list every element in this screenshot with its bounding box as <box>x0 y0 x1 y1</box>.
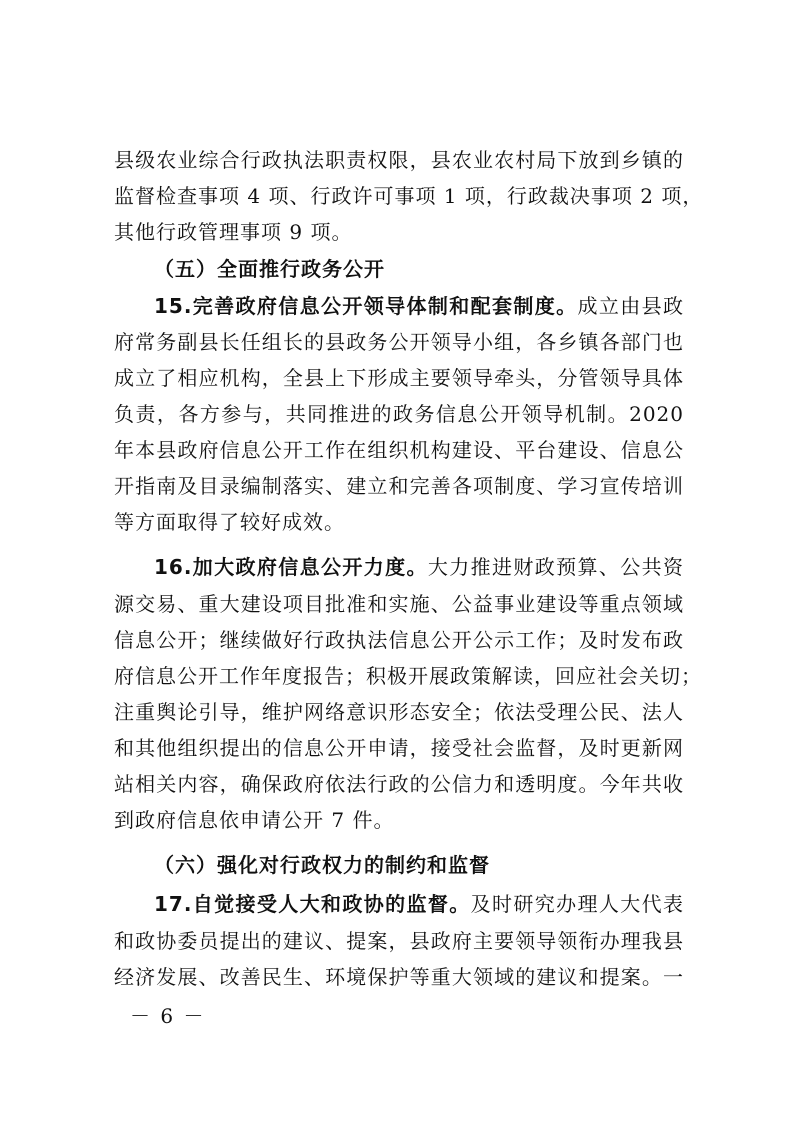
paragraph-first-line <box>154 290 684 322</box>
text-line: 源交易、重大建设项目批准和实施、公益事业建设等重点领域 <box>114 592 684 616</box>
text-line: 到政府信息依申请公开 7 件。 <box>114 808 395 832</box>
text-line: 府信息公开工作年度报告；积极开展政策解读，回应社会关切； <box>114 664 702 688</box>
paragraph-text: 成立由县政 <box>577 294 685 318</box>
paragraph-lead: 16.加大政府信息公开力度。 <box>154 555 428 579</box>
text-line: 和政协委员提出的建议、提案，县政府主要领导领衔办理我县 <box>114 929 684 953</box>
paragraph-lead: 15.完善政府信息公开领导体制和配套制度。 <box>154 294 578 318</box>
text-line: 注重舆论引导，维护网络意识形态安全；依法受理公民、法人 <box>114 700 684 724</box>
paragraph-first-line <box>154 551 684 583</box>
paragraph-text: 及时研究办理人大代表 <box>470 892 685 916</box>
text-line: 负责，各方参与，共同推进的政务信息公开领导机制。2020 <box>114 402 684 426</box>
text-line: 成立了相应机构，全县上下形成主要领导牵头，分管领导具体 <box>114 366 684 390</box>
section-heading: （六）强化对行政权力的制约和监督 <box>154 853 490 877</box>
text-line: 监督检查事项 4 项、行政许可事项 1 项，行政裁决事项 2 项， <box>114 184 704 208</box>
text-line: 府常务副县长任组长的县政务公开领导小组，各乡镇各部门也 <box>114 330 684 354</box>
paragraph-text: 大力推进财政预算、公共资 <box>427 555 685 579</box>
text-line: 站相关内容，确保政府依法行政的公信力和透明度。今年共收 <box>114 772 684 796</box>
section-heading: （五）全面推行政务公开 <box>154 257 385 281</box>
text-line: 其他行政管理事项 9 项。 <box>114 220 353 244</box>
page-number: － 6 － <box>130 1004 206 1028</box>
text-line: 经济发展、改善民生、环境保护等重大领域的建议和提案。一 <box>114 965 684 989</box>
paragraph-first-line <box>154 888 684 920</box>
text-line: 信息公开；继续做好行政执法信息公开公示工作；及时发布政 <box>114 628 684 652</box>
text-line: 年本县政府信息公开工作在组织机构建设、平台建设、信息公 <box>114 438 684 462</box>
text-line: 和其他组织提出的信息公开申请，接受社会监督，及时更新网 <box>114 736 684 760</box>
text-line: 开指南及目录编制落实、建立和完善各项制度、学习宣传培训 <box>114 474 684 498</box>
text-line: 等方面取得了较好成效。 <box>114 510 345 534</box>
paragraph-lead: 17.自觉接受人大和政协的监督。 <box>154 892 471 916</box>
text-line: 县级农业综合行政执法职责权限，县农业农村局下放到乡镇的 <box>114 148 684 172</box>
